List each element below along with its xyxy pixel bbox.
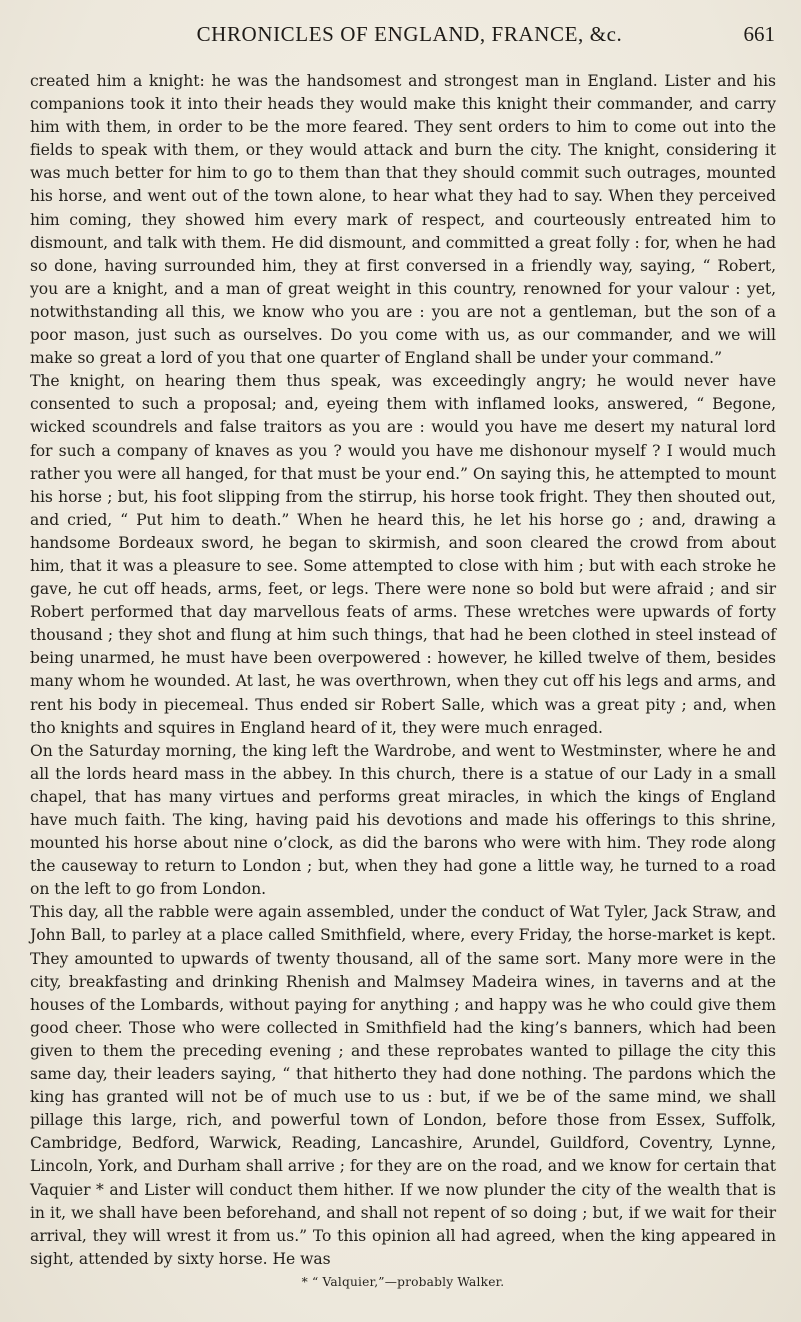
running-head [44, 22, 775, 48]
body-text [30, 70, 776, 1291]
paragraph-saturday-morning: On the Saturday morning, the king left the Wardrobe, and went to Westminster, where he and all the lords heard mass in the abbey. In this church, there is a statue of our Lady in a small chapel, that has many virtues and performs great miracles, in which the kings of England have much faith. The king, having paid his devotions and made his offerings to this shrine, mounted his horse about nine o’clock, as did the barons who were with him. They rode along the causeway to return to London ; but, when they had gone a little way, he turned to a road on the left to go from London. [30, 741, 776, 899]
paragraph-knight-reply: The knight, on hearing them thus speak, was exceedingly angry; he would never have consented to such a proposal; and, eyeing them with inflamed looks, answered, “ Begone, wicked scoundrels and false traitors as you are : would you have me desert my natural lord for such a company of knaves as you ? would you have me dishonour myself ? I would much rather you were all hanged, for that must be your end.” On saying this, he attempted to mount his horse ; but, his foot slipping from the stirrup, his horse took fright. They then shouted out, and cried, “ Put him to death.” When he heard this, he let his horse go ; and, drawing a handsome Bordeaux sword, he began to skirmish, and soon cleared the crowd from about him, that it was a pleasure to see. Some attempted to close with him ; but with each stroke he gave, he cut off heads, arms, feet, or legs. There were none so bold but were afraid ; and sir Robert performed that day marvellous feats of arms. These wretches were upwards of forty thousand ; they shot and flung at him such things, that had he been clothed in steel instead of being unarmed, he must have been overpowered : however, he killed twelve of them, besides many whom he wounded. At last, he was overthrown, when they cut off his legs and arms, and rent his body in piecemeal. Thus ended sir Robert Salle, which was a great pity ; and, when tho knights and squires in England heard of it, they were much enraged. [30, 372, 776, 737]
paragraph-sir-robert-salle: created him a knight: he was the handsomest and strongest man in England. Lister and his companions took it into their heads they would make this knight their commander, and carry him with them, in order to be the more feared. They sent orders to him to come out into the fields to speak with them, or they would attack and burn the city. The knight, considering it was much better for him to go to them than that they should commit such outrages, mounted his horse, and went out of the town alone, to hear what they had to say. When they perceived him coming, they showed him every mark of respect, and courteously entreated him to dismount, and talk with them. He did dismount, and committed a great folly : for, when he had so done, having surrounded him, they at first conversed in a friendly way, saying, “ Robert, you are a knight, and a man of great weight in this country, renowned for your valour : yet, notwithstanding all this, we know who you are : you are not a gentleman, but the son of a poor mason, just such as ourselves. Do you come with us, as our commander, and we will make so great a lord of you that one quarter of England shall be under your command.” [30, 72, 776, 368]
running-title: CHRONICLES OF ENGLAND, FRANCE, &c. [196, 22, 623, 46]
footnote: * “ Valquier,”—probably Walker. [301, 1274, 505, 1289]
page-number: 661 [743, 22, 775, 46]
paragraph-smithfield: This day, all the rabble were again assembled, under the conduct of Wat Tyler, Jack Straw, and John Ball, to parley at a place called Smithfield, where, every Friday, the horse-market is kept. They amounted to upwards of twenty thousand, all of the same sort. Many more were in the city, breakfasting and drinking Rhenish and Malmsey Madeira wines, in taverns and at the houses of the Lombards, without paying for anything ; and happy was he who could give them good cheer. Those who were collected in Smithfield had the king’s banners, which had been given to them the preceding evening ; and these reprobates wanted to pillage the city this same day, their leaders saying, “ that hitherto they had done nothing. The pardons which the king has granted will not be of much use to us : but, if we be of the same mind, we shall pillage this large, rich, and powerful town of London, before those from Essex, Suffolk, Cambridge, Bedford, Warwick, Reading, Lancashire, Arundel, Guildford, Coventry, Lynne, Lincoln, York, and Durham shall arrive ; for they are on the road, and we know for certain that Vaquier * and Lister will conduct them hither. If we now plunder the city of the wealth that is in it, we shall have been beforehand, and shall not repent of so doing ; but, if we wait for their arrival, they will wrest it from us.” To this opinion all had agreed, when the king appeared in sight, attended by sixty horse. He was [30, 903, 776, 1268]
